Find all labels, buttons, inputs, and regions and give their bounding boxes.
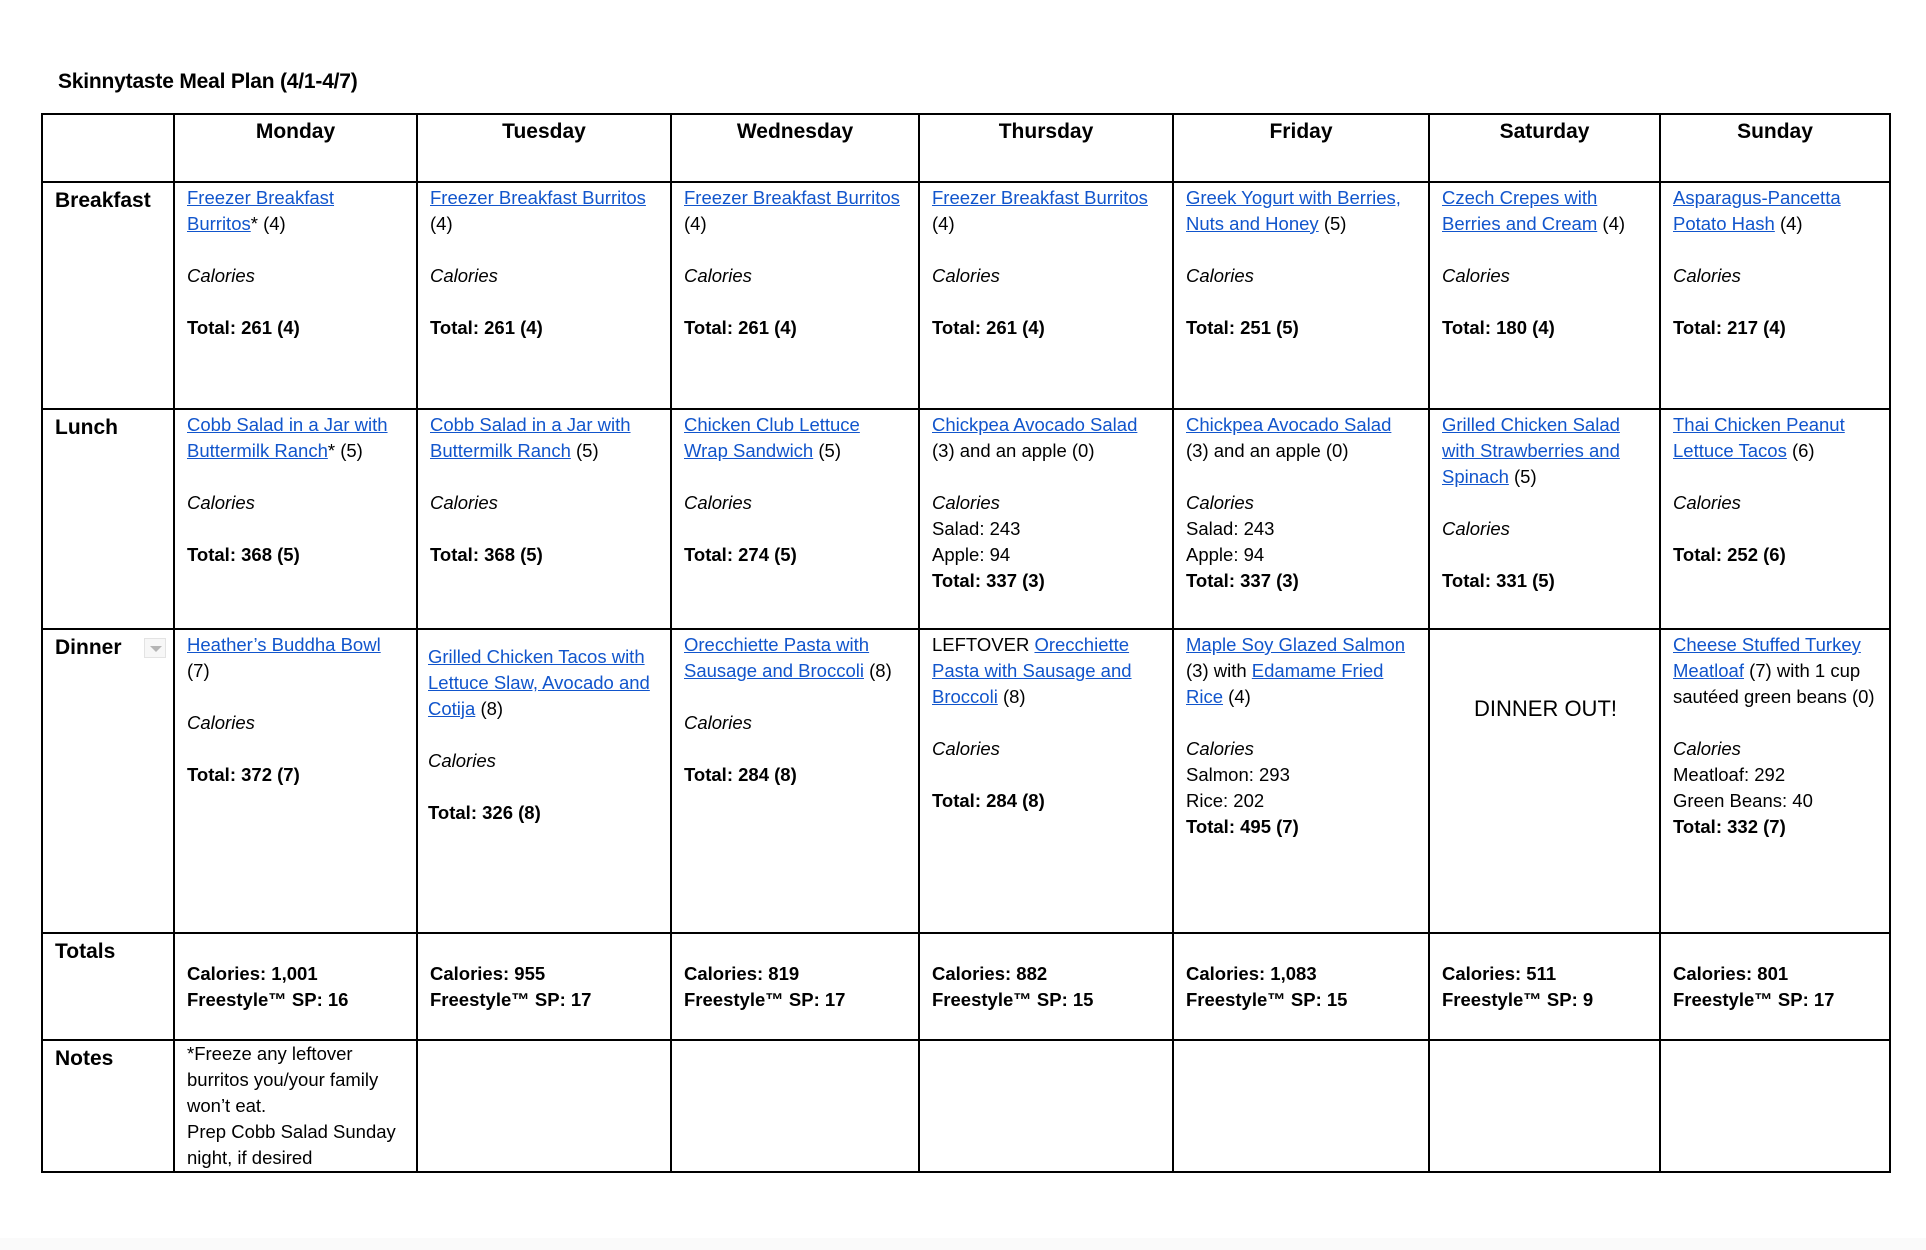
day-header-friday: Friday bbox=[1173, 114, 1429, 182]
points: (4) bbox=[684, 213, 707, 234]
points: (3) and an apple (0) bbox=[932, 440, 1095, 461]
totals-cell bbox=[174, 933, 417, 1040]
notes-cell bbox=[417, 1040, 671, 1172]
dropdown-arrow-icon[interactable] bbox=[144, 638, 166, 658]
row-label-totals: Totals bbox=[55, 940, 116, 963]
calories-label: Calories bbox=[684, 712, 752, 733]
calorie-breakdown: Apple: 94 bbox=[932, 544, 1011, 565]
lunch-row bbox=[42, 409, 1890, 629]
daily-smartpoints: Freestyle™ SP: 15 bbox=[932, 989, 1094, 1010]
row-label-breakfast: Breakfast bbox=[55, 189, 151, 212]
notes-row bbox=[42, 1040, 1890, 1172]
daily-calories: Calories: 511 bbox=[1442, 963, 1557, 984]
row-label-lunch: Lunch bbox=[55, 416, 118, 439]
breakfast-row bbox=[42, 182, 1890, 409]
meal-cell bbox=[671, 409, 919, 629]
recipe-link[interactable]: Freezer Breakfast Burritos bbox=[684, 187, 900, 208]
meal-cell bbox=[174, 629, 417, 933]
recipe-link[interactable]: Edamame Fried Rice bbox=[1186, 660, 1384, 707]
totals-cell bbox=[1660, 933, 1890, 1040]
leftover-prefix: LEFTOVER bbox=[932, 634, 1030, 655]
meal-cell bbox=[919, 182, 1173, 409]
points: (3) and an apple (0) bbox=[1186, 440, 1349, 461]
calorie-breakdown: Salad: 243 bbox=[932, 518, 1021, 539]
calories-label: Calories bbox=[932, 492, 1000, 513]
totals-cell bbox=[1429, 933, 1660, 1040]
meal-cell bbox=[1429, 182, 1660, 409]
meal-total: Total: 261 (4) bbox=[932, 317, 1045, 338]
meal-total: Total: 372 (7) bbox=[187, 764, 300, 785]
points: * (5) bbox=[327, 440, 363, 461]
meal-cell bbox=[1660, 409, 1890, 629]
notes-cell bbox=[1429, 1040, 1660, 1172]
points: * (4) bbox=[250, 213, 286, 234]
recipe-link[interactable]: Maple Soy Glazed Salmon bbox=[1186, 634, 1406, 655]
points: (4) bbox=[1602, 213, 1626, 234]
daily-calories: Calories: 1,001 bbox=[187, 963, 318, 984]
calories-label: Calories bbox=[1186, 738, 1254, 759]
points: (4) bbox=[932, 213, 955, 234]
points: (5) bbox=[1323, 213, 1347, 234]
note-text: *Freeze any leftover burritos you/your family won’t eat. bbox=[187, 1043, 379, 1116]
calories-label: Calories bbox=[430, 265, 498, 286]
notes-cell bbox=[174, 1040, 417, 1172]
meal-cell bbox=[1429, 629, 1660, 933]
meal-cell bbox=[417, 182, 671, 409]
meal-cell bbox=[417, 409, 671, 629]
points: (3) with bbox=[1186, 660, 1247, 681]
recipe-link[interactable]: Cheese Stuffed Turkey Meatloaf bbox=[1673, 634, 1861, 681]
calories-label: Calories bbox=[932, 265, 1000, 286]
row-label-dinner: Dinner bbox=[55, 636, 122, 659]
meal-total: Total: 274 (5) bbox=[684, 544, 797, 565]
recipe-link[interactable]: Chicken Club Lettuce Wrap Sandwich bbox=[684, 414, 860, 461]
meal-cell bbox=[1173, 182, 1429, 409]
meal-total: Total: 251 (5) bbox=[1186, 317, 1299, 338]
calories-label: Calories bbox=[1186, 492, 1254, 513]
row-label-cell bbox=[42, 182, 174, 409]
calories-label: Calories bbox=[932, 738, 1000, 759]
meal-cell bbox=[1173, 409, 1429, 629]
recipe-link[interactable]: Asparagus-Pancetta Potato Hash bbox=[1673, 187, 1841, 234]
recipe-link[interactable]: Grilled Chicken Tacos with Lettuce Slaw, Avocado and Cotija bbox=[428, 646, 650, 719]
daily-smartpoints: Freestyle™ SP: 15 bbox=[1186, 989, 1348, 1010]
dinner-row bbox=[42, 629, 1890, 933]
notes-cell bbox=[1660, 1040, 1890, 1172]
totals-cell bbox=[671, 933, 919, 1040]
calories-label: Calories bbox=[430, 492, 498, 513]
meal-cell bbox=[919, 629, 1173, 933]
calories-label: Calories bbox=[1673, 265, 1741, 286]
totals-cell bbox=[919, 933, 1173, 1040]
meal-total: Total: 495 (7) bbox=[1186, 816, 1299, 837]
day-header-saturday: Saturday bbox=[1429, 114, 1660, 182]
meal-total: Total: 180 (4) bbox=[1442, 317, 1555, 338]
recipe-link[interactable]: Cobb Salad in a Jar with Buttermilk Ranch bbox=[430, 414, 631, 461]
row-label-notes: Notes bbox=[55, 1047, 114, 1070]
corner-cell bbox=[42, 114, 174, 182]
recipe-link[interactable]: Cobb Salad in a Jar with Buttermilk Ranch bbox=[187, 414, 388, 461]
daily-smartpoints: Freestyle™ SP: 9 bbox=[1442, 989, 1594, 1010]
meal-total: Total: 337 (3) bbox=[932, 570, 1045, 591]
points: (8) bbox=[869, 660, 892, 681]
calories-label: Calories bbox=[187, 712, 255, 733]
daily-calories: Calories: 819 bbox=[684, 963, 800, 984]
meal-total: Total: 368 (5) bbox=[430, 544, 543, 565]
calories-label: Calories bbox=[1186, 265, 1254, 286]
daily-smartpoints: Freestyle™ SP: 16 bbox=[187, 989, 349, 1010]
meal-cell bbox=[671, 182, 919, 409]
header-row bbox=[42, 114, 1890, 182]
daily-calories: Calories: 801 bbox=[1673, 963, 1789, 984]
meal-total: Total: 261 (4) bbox=[187, 317, 300, 338]
calories-label: Calories bbox=[1673, 492, 1741, 513]
page-bottom-edge bbox=[0, 1238, 1926, 1250]
calorie-breakdown: Apple: 94 bbox=[1186, 544, 1265, 565]
daily-calories: Calories: 1,083 bbox=[1186, 963, 1317, 984]
notes-cell bbox=[919, 1040, 1173, 1172]
calories-label: Calories bbox=[1442, 518, 1510, 539]
row-label-cell bbox=[42, 629, 174, 933]
daily-calories: Calories: 955 bbox=[430, 963, 546, 984]
page-title: Skinnytaste Meal Plan (4/1-4/7) bbox=[58, 70, 358, 93]
meal-cell bbox=[1429, 409, 1660, 629]
points: (5) bbox=[1514, 466, 1537, 487]
daily-smartpoints: Freestyle™ SP: 17 bbox=[1673, 989, 1835, 1010]
calories-label: Calories bbox=[684, 492, 752, 513]
meal-total: Total: 331 (5) bbox=[1442, 570, 1555, 591]
calories-label: Calories bbox=[187, 492, 255, 513]
meal-total: Total: 337 (3) bbox=[1186, 570, 1299, 591]
meal-cell bbox=[174, 182, 417, 409]
calorie-breakdown: Rice: 202 bbox=[1186, 790, 1265, 811]
meal-total: Total: 368 (5) bbox=[187, 544, 300, 565]
points: (4) bbox=[1228, 686, 1251, 707]
totals-cell bbox=[1173, 933, 1429, 1040]
totals-row bbox=[42, 933, 1890, 1040]
meal-plan-table bbox=[41, 113, 1891, 1173]
calories-label: Calories bbox=[1442, 265, 1510, 286]
meal-cell bbox=[1660, 182, 1890, 409]
totals-cell bbox=[417, 933, 671, 1040]
recipe-link[interactable]: Freezer Breakfast Burritos bbox=[932, 187, 1148, 208]
meal-total: Total: 284 (8) bbox=[932, 790, 1045, 811]
points: (5) bbox=[576, 440, 599, 461]
calories-label: Calories bbox=[428, 750, 496, 771]
dinner-out-note: DINNER OUT! bbox=[1474, 696, 1617, 721]
recipe-link[interactable]: Chickpea Avocado Salad bbox=[932, 414, 1138, 435]
day-header-tuesday: Tuesday bbox=[417, 114, 671, 182]
meal-total: Total: 217 (4) bbox=[1673, 317, 1786, 338]
row-label-cell bbox=[42, 409, 174, 629]
notes-cell bbox=[671, 1040, 919, 1172]
calorie-breakdown: Meatloaf: 292 bbox=[1673, 764, 1786, 785]
notes-cell bbox=[1173, 1040, 1429, 1172]
points: (4) bbox=[1779, 213, 1803, 234]
points: (4) bbox=[430, 213, 453, 234]
calorie-breakdown: Salad: 243 bbox=[1186, 518, 1275, 539]
meal-cell bbox=[671, 629, 919, 933]
points: (5) bbox=[818, 440, 841, 461]
meal-cell bbox=[417, 629, 671, 933]
day-header-monday: Monday bbox=[174, 114, 417, 182]
recipe-link[interactable]: Chickpea Avocado Salad bbox=[1186, 414, 1392, 435]
recipe-link[interactable]: Grilled Chicken Salad with Strawberries and Spinach bbox=[1442, 414, 1620, 487]
meal-cell bbox=[919, 409, 1173, 629]
row-label-cell bbox=[42, 1040, 174, 1172]
calorie-breakdown: Salmon: 293 bbox=[1186, 764, 1290, 785]
day-header-thursday: Thursday bbox=[919, 114, 1173, 182]
points: (7) with 1 cup sautéed green beans (0) bbox=[1673, 660, 1875, 707]
daily-smartpoints: Freestyle™ SP: 17 bbox=[684, 989, 846, 1010]
calories-label: Calories bbox=[1673, 738, 1741, 759]
calories-label: Calories bbox=[684, 265, 752, 286]
points: (7) bbox=[187, 660, 210, 681]
day-header-wednesday: Wednesday bbox=[671, 114, 919, 182]
meal-cell bbox=[174, 409, 417, 629]
recipe-link[interactable]: Heather’s Buddha Bowl bbox=[187, 634, 381, 655]
recipe-link[interactable]: Orecchiette Pasta with Sausage and Broccoli bbox=[932, 634, 1132, 707]
calorie-breakdown: Green Beans: 40 bbox=[1673, 790, 1813, 811]
day-header-sunday: Sunday bbox=[1660, 114, 1890, 182]
meal-total: Total: 284 (8) bbox=[684, 764, 797, 785]
recipe-link[interactable]: Freezer Breakfast Burritos bbox=[430, 187, 646, 208]
note-text: Prep Cobb Salad Sunday night, if desired bbox=[187, 1121, 396, 1168]
meal-total: Total: 332 (7) bbox=[1673, 816, 1786, 837]
daily-smartpoints: Freestyle™ SP: 17 bbox=[430, 989, 592, 1010]
meal-cell bbox=[1173, 629, 1429, 933]
recipe-link[interactable]: Czech Crepes with Berries and Cream bbox=[1442, 187, 1598, 234]
recipe-link[interactable]: Greek Yogurt with Berries, Nuts and Honey bbox=[1186, 187, 1401, 234]
points: (8) bbox=[480, 698, 504, 719]
row-label-cell bbox=[42, 933, 174, 1040]
recipe-link[interactable]: Thai Chicken Peanut Lettuce Tacos bbox=[1673, 414, 1845, 461]
points: (8) bbox=[1002, 686, 1026, 707]
meal-total: Total: 252 (6) bbox=[1673, 544, 1786, 565]
meal-total: Total: 261 (4) bbox=[430, 317, 543, 338]
calories-label: Calories bbox=[187, 265, 255, 286]
meal-total: Total: 326 (8) bbox=[428, 802, 541, 823]
meal-cell bbox=[1660, 629, 1890, 933]
recipe-link[interactable]: Freezer Breakfast Burritos bbox=[187, 187, 335, 234]
meal-total: Total: 261 (4) bbox=[684, 317, 797, 338]
points: (6) bbox=[1791, 440, 1815, 461]
daily-calories: Calories: 882 bbox=[932, 963, 1048, 984]
recipe-link[interactable]: Orecchiette Pasta with Sausage and Broccoli bbox=[684, 634, 870, 681]
